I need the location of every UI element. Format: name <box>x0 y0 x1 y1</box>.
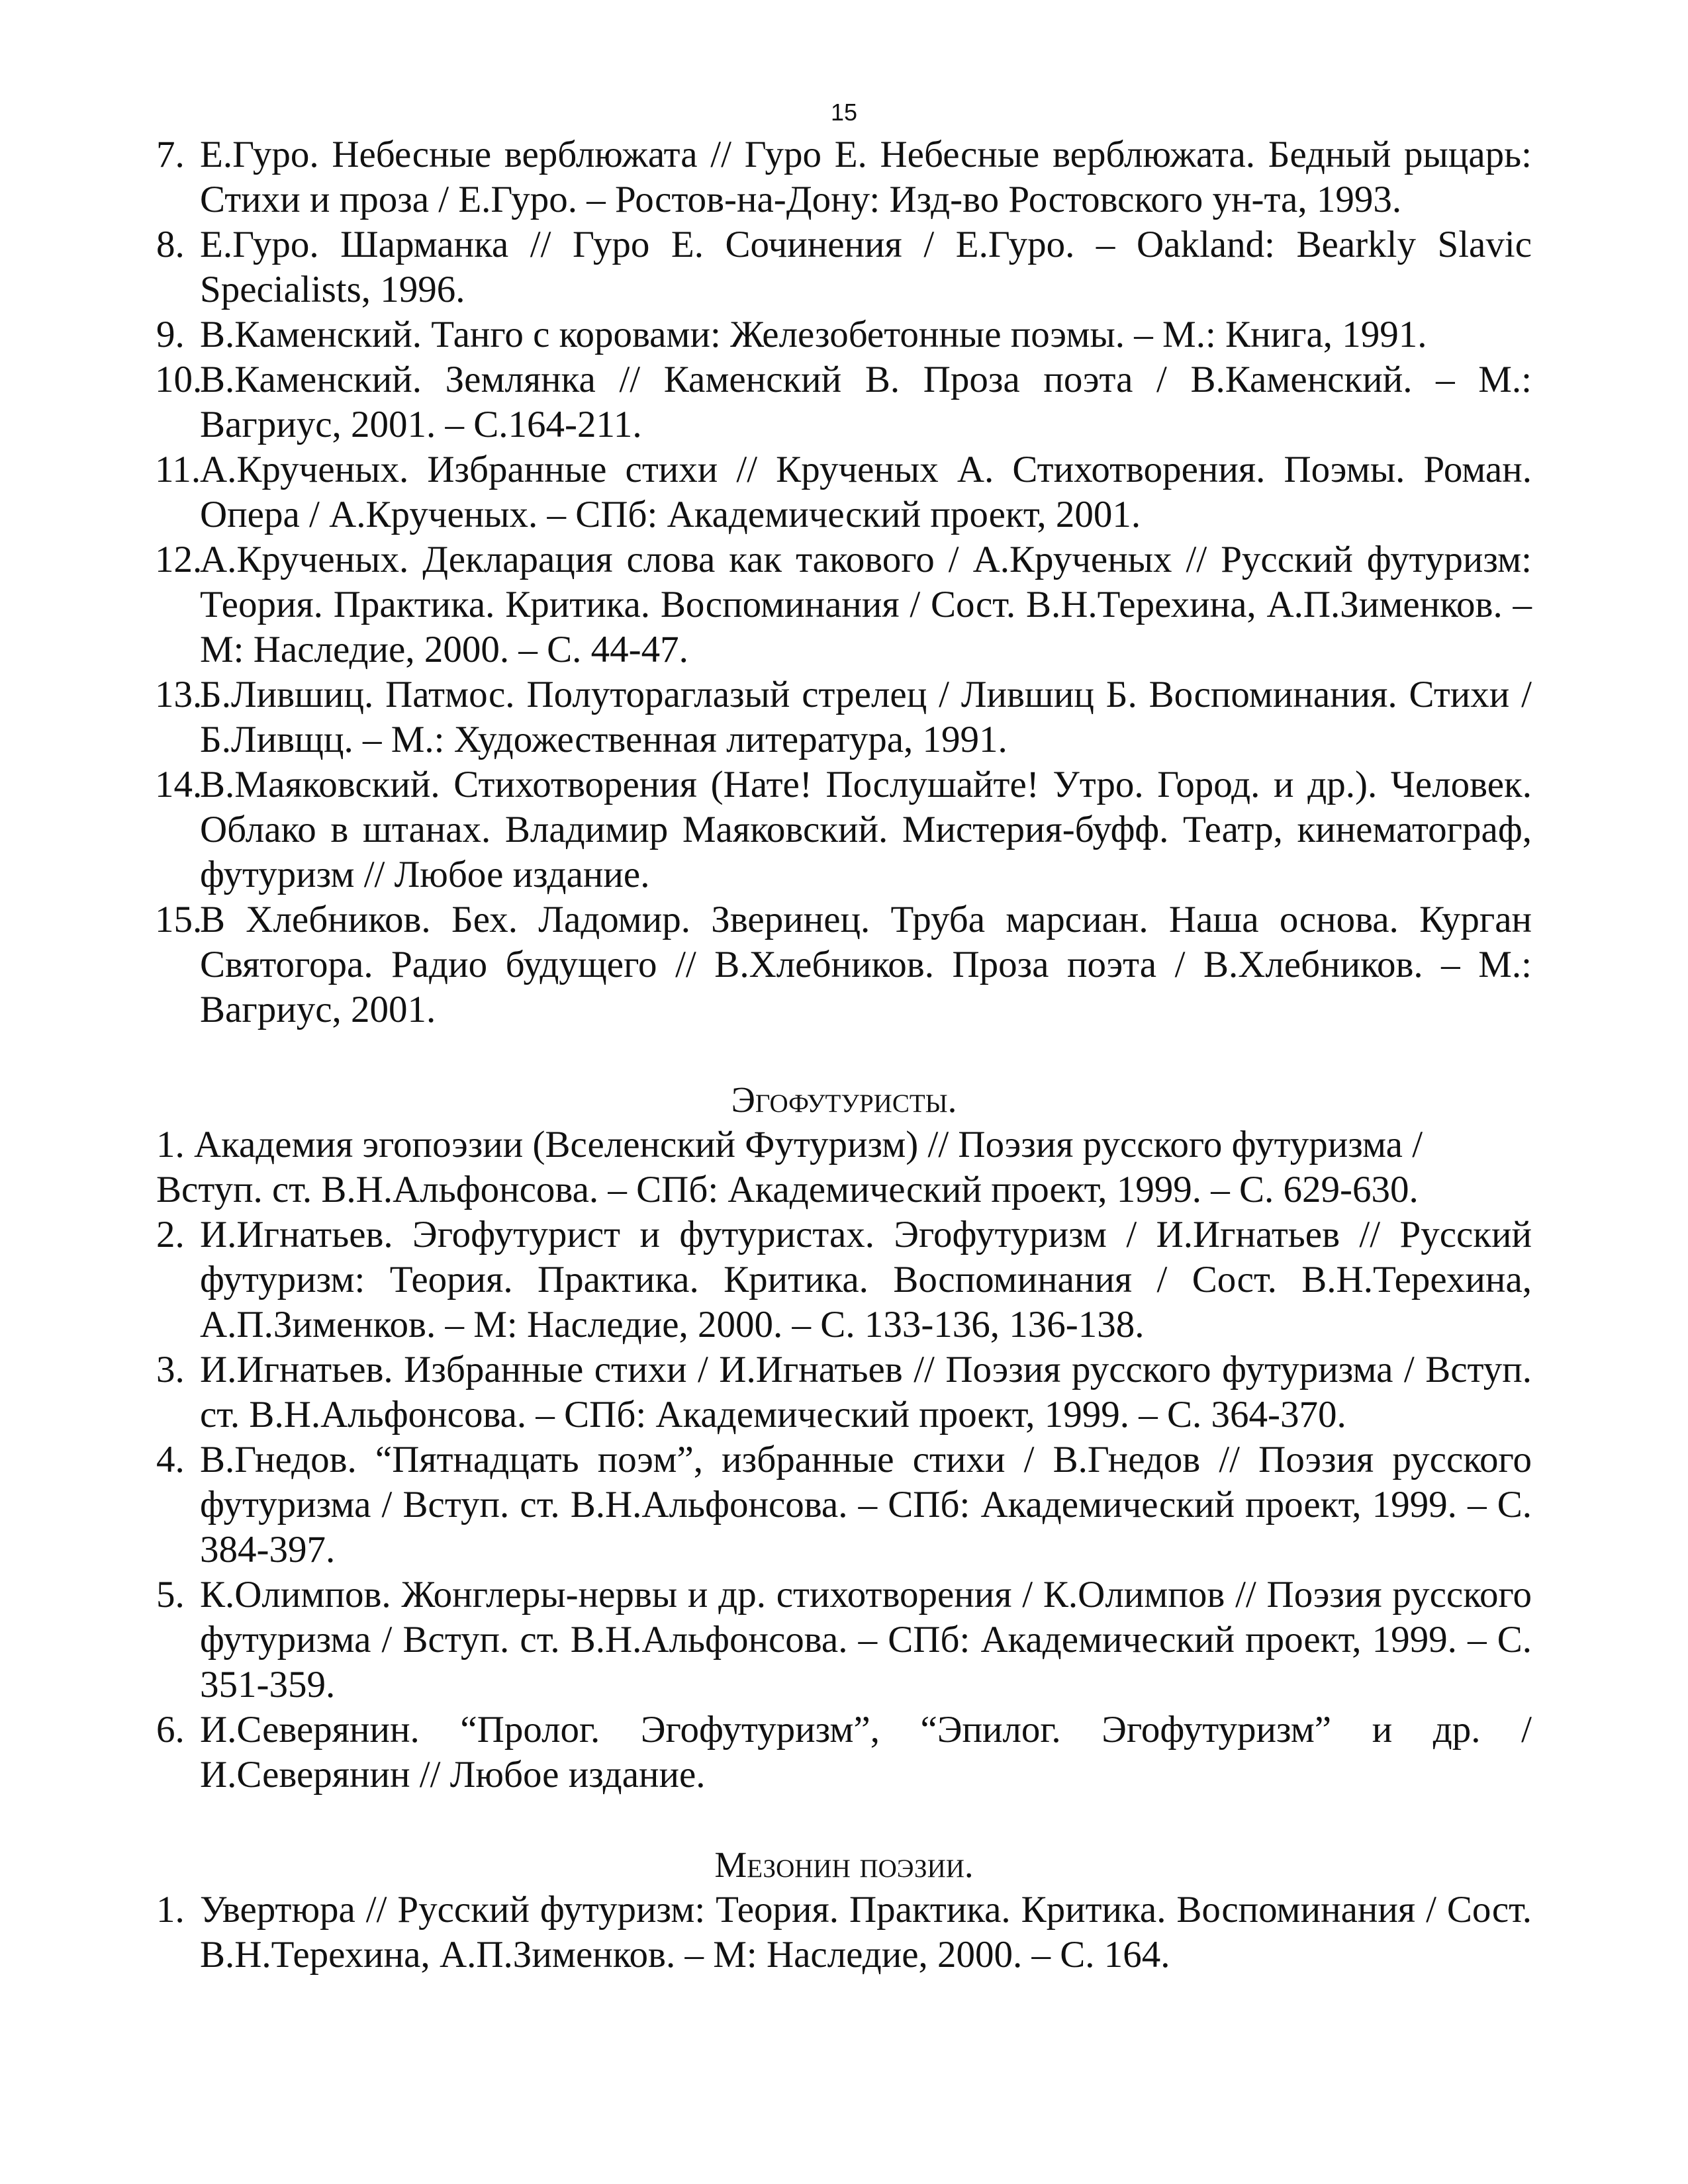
list-item <box>156 897 1532 1032</box>
item-text: В.Каменский. Танго с коровами: Железобетонные поэмы. – М.: Книга, 1991. <box>200 314 1427 355</box>
list-item <box>156 357 1532 447</box>
item-text: И.Северянин. “Пролог. Эгофутуризм”, “Эпилог. Эгофутуризм” и др. / И.Северянин // Любое издание. <box>200 1709 1532 1796</box>
page-content <box>156 132 1532 1978</box>
item-number: 15. <box>155 899 203 940</box>
list-item <box>156 1888 1532 1978</box>
list-item <box>156 672 1532 762</box>
list-item <box>156 1572 1532 1707</box>
page-number: 15 <box>830 99 858 126</box>
list-item <box>156 222 1532 312</box>
egofuturists-bibliography-list <box>156 1122 1532 1797</box>
item-text: В Хлебников. Бех. Ладомир. Зверинец. Труба марсиан. Наша основа. Курган Святогора. Радио будущего // В.Хлебников. Проза поэта / В.Хлебников. – М.: Вагриус, 2001. <box>200 899 1532 1030</box>
mezonin-bibliography-list <box>156 1888 1532 1978</box>
item-text: Увертюра // Русский футуризм: Теория. Практика. Критика. Воспоминания / Сост. В.Н.Терехина, А.П.Зименков. – М: Наследие, 2000. – С. 164. <box>200 1889 1532 1976</box>
item-text: Е.Гуро. Небесные верблюжата // Гуро Е. Небесные верблюжата. Бедный рыцарь: Стихи и проза / Е.Гуро. – Ростов-на-Дону: Изд-во Ростовского ун-та, 1993. <box>200 134 1532 220</box>
list-item <box>156 1212 1532 1347</box>
item-number: 5. <box>156 1574 185 1615</box>
item-text: И.Игнатьев. Избранные стихи / И.Игнатьев // Поэзия русского футуризма / Вступ. ст. В.Н.Альфонсова. – СПб: Академический проект, 1999. – С. 364-370. <box>200 1349 1532 1435</box>
item-text: Б.Лившиц. Патмос. Полутораглазый стрелец / Лившиц Б. Воспоминания. Стихи / Б.Ливщц. – М.: Художественная литература, 1991. <box>200 674 1532 760</box>
item-number: 9. <box>156 314 185 355</box>
item-text: Е.Гуро. Шарманка // Гуро Е. Сочинения / Е.Гуро. – Oakland: Bearkly Slavic Specialists, 1996. <box>200 224 1532 310</box>
item-number: 6. <box>156 1709 185 1751</box>
list-item <box>156 312 1532 357</box>
item-number: 12. <box>155 539 203 580</box>
list-item <box>156 762 1532 897</box>
item-text: А.Крученых. Избранные стихи // Крученых А. Стихотворения. Поэмы. Роман. Опера / А.Крученых. – СПб: Академический проект, 2001. <box>200 449 1532 535</box>
item-number: 13. <box>155 674 203 715</box>
item-number: 3. <box>156 1349 185 1390</box>
item-text: А.Крученых. Декларация слова как такового / А.Крученых // Русский футуризм: Теория. Практика. Критика. Воспоминания / Сост. В.Н.Терехина, А.П.Зименков. – М: Наследие, 2000. – С. 44-47. <box>200 539 1532 670</box>
item-text: В.Каменский. Землянка // Каменский В. Проза поэта / В.Каменский. – М.: Вагриус, 2001. – С.164-211. <box>200 359 1532 445</box>
item-text: И.Игнатьев. Эгофутурист и футуристах. Эгофутуризм / И.Игнатьев // Русский футуризм: Теория. Практика. Критика. Воспоминания / Сост. В.Н.Терехина, А.П.Зименков. – М: Наследие, 2000. – С. 133-136, 136-138. <box>200 1214 1532 1345</box>
list-item <box>156 1707 1532 1797</box>
item-number: 10. <box>155 359 203 400</box>
list-item: 1. Академия эгопоэзии (Вселенский Футуризм) // Поэзия русского футуризма / Вступ. ст. В.Н.Альфонсова. – СПб: Академический проект, 1999. – С. 629-630. <box>156 1124 1423 1210</box>
item-text: В.Маяковский. Стихотворения (Нате! Послушайте! Утро. Город. и др.). Человек. Облако в штанах. Владимир Маяковский. Мистерия-буфф. Театр, кинематограф, футуризм // Любое издание. <box>200 764 1532 895</box>
list-item <box>156 1347 1532 1437</box>
item-number: 1. <box>156 1889 185 1931</box>
list-item <box>156 447 1532 537</box>
item-text: К.Олимпов. Жонглеры-нервы и др. стихотворения / К.Олимпов // Поэзия русского футуризма / Вступ. ст. В.Н.Альфонсова. – СПб: Академический проект, 1999. – С. 351-359. <box>200 1574 1532 1706</box>
item-number: 4. <box>156 1439 185 1480</box>
list-item <box>156 132 1532 222</box>
item-number: 7. <box>156 134 185 175</box>
item-number: 14. <box>155 764 203 805</box>
list-item <box>156 1437 1532 1572</box>
item-number: 2. <box>156 1214 185 1255</box>
item-number: 11. <box>155 449 201 490</box>
item-number: 8. <box>156 224 185 265</box>
list-item <box>156 537 1532 672</box>
futurists-bibliography-list <box>156 132 1532 1032</box>
section-heading-mezonin: Мезонин поэзии. <box>714 1844 974 1885</box>
section-heading-egofuturists: Эгофутуристы. <box>731 1079 957 1120</box>
item-text: В.Гнедов. “Пятнадцать поэм”, избранные стихи / В.Гнедов // Поэзия русского футуризма / Вступ. ст. В.Н.Альфонсова. – СПб: Академический проект, 1999. – С. 384-397. <box>200 1439 1532 1570</box>
